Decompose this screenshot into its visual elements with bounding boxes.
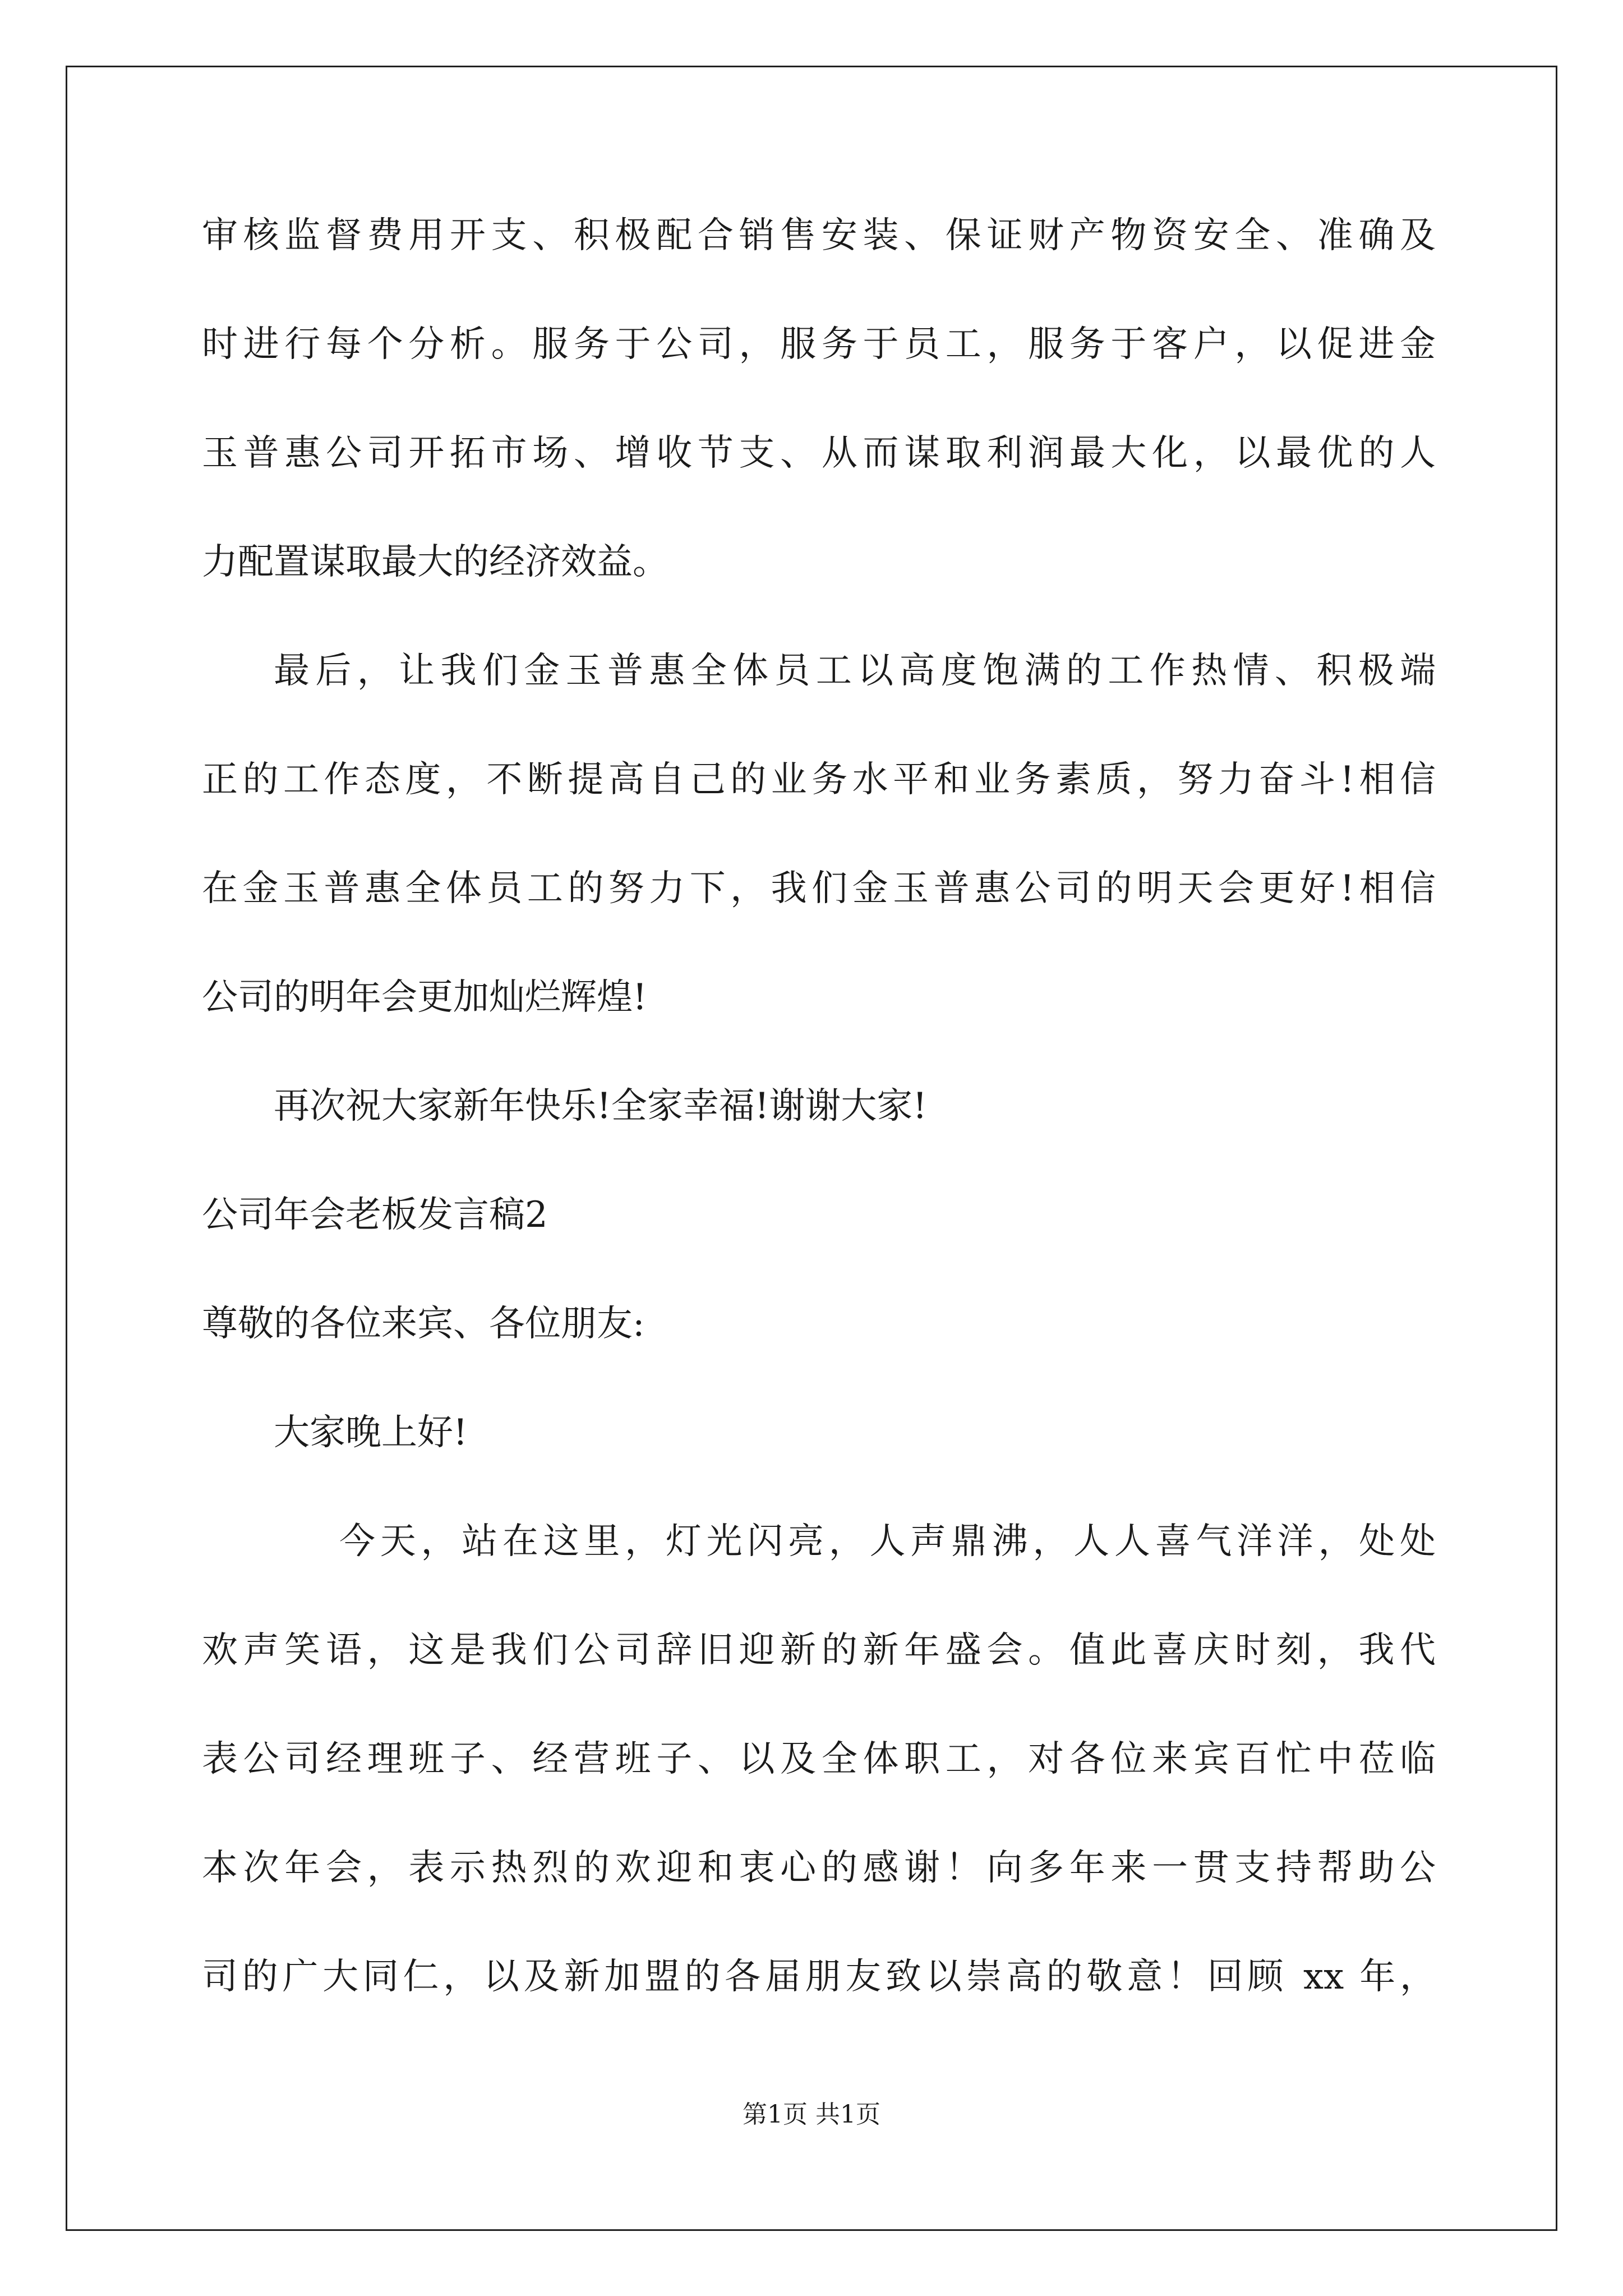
text-line: 时进行每个分析。服务于公司，服务于员工，服务于客户，以促进金 — [202, 324, 1436, 365]
text-line: 最后，让我们金玉普惠全体员工以高度饱满的工作热情、积极端 — [274, 650, 1436, 692]
text-line: 正的工作态度，不断提高自己的业务水平和业务素质，努力奋斗!相信 — [202, 759, 1436, 800]
text-line: 本次年会，表示热烈的欢迎和衷心的感谢！向多年来一贯支持帮助公 — [202, 1847, 1436, 1889]
text-line: 在金玉普惠全体员工的努力下，我们金玉普惠公司的明天会更好!相信 — [202, 868, 1436, 909]
greeting: 大家晚上好! — [274, 1412, 468, 1453]
text-line: 公司的明年会更加灿烂辉煌! — [202, 977, 647, 1018]
text-line: 表公司经理班子、经营班子、以及全体职工，对各位来宾百忙中莅临 — [202, 1738, 1436, 1780]
document-body — [202, 210, 1436, 2060]
text-line: 审核监督费用开支、积极配合销售安装、保证财产物资安全、准确及 — [202, 215, 1436, 256]
salutation: 尊敬的各位来宾、各位朋友: — [202, 1303, 645, 1345]
text-line: 今天，站在这里，灯光闪亮，人声鼎沸，人人喜气洋洋，处处 — [339, 1521, 1436, 1562]
text-line: 欢声笑语，这是我们公司辞旧迎新的新年盛会。值此喜庆时刻，我代 — [202, 1630, 1436, 1671]
page-footer: 第1页 共1页 — [743, 2100, 880, 2129]
text-line: 玉普惠公司开拓市场、增收节支、从而谋取利润最大化，以最优的人 — [202, 432, 1436, 474]
section-heading: 公司年会老板发言稿2 — [202, 1194, 548, 1236]
text-line: 司的广大同仁，以及新加盟的各届朋友致以崇高的敬意！回顾 xx 年， — [202, 1956, 1436, 1998]
text-line: 再次祝大家新年快乐!全家幸福!谢谢大家! — [274, 1085, 928, 1127]
text-line: 力配置谋取最大的经济效益。 — [202, 541, 668, 583]
